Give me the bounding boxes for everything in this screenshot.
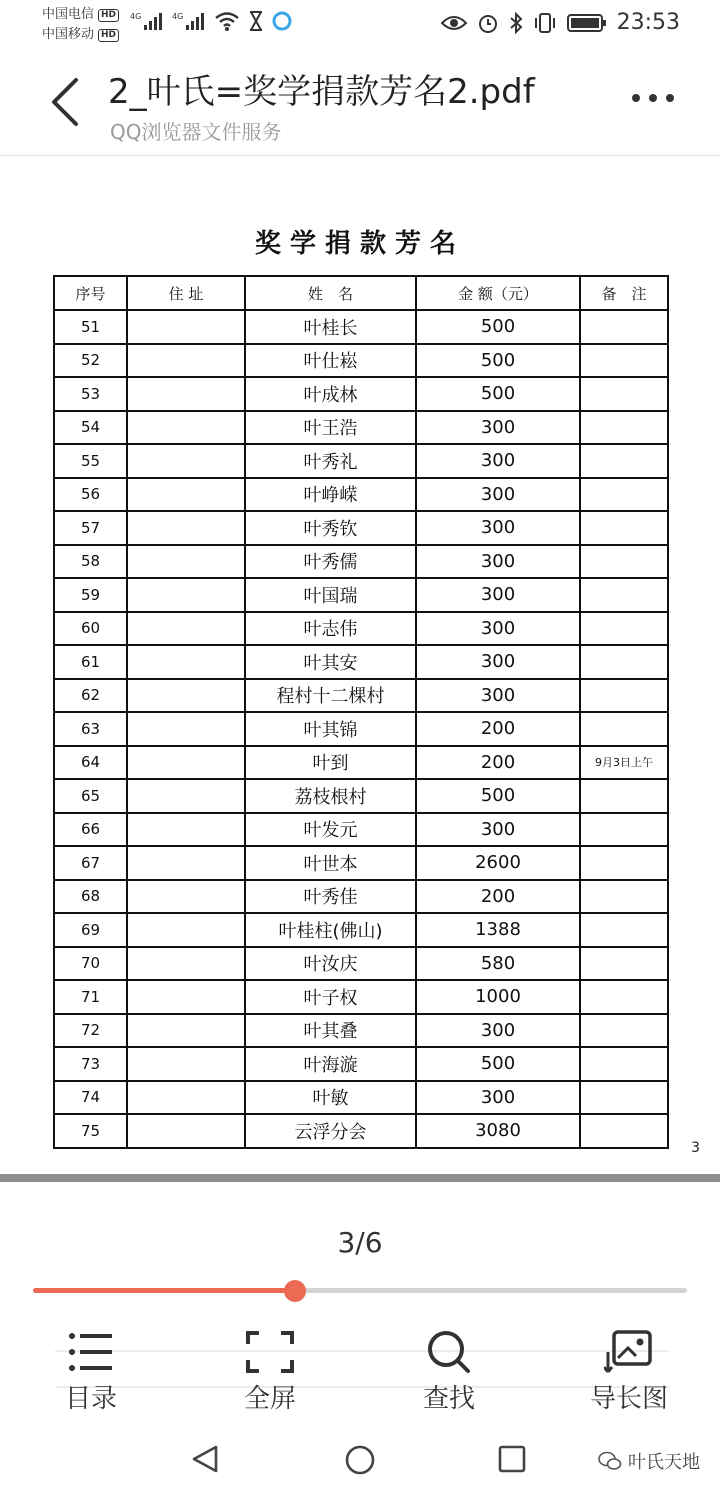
column-header-address: 住 址 [127,276,245,310]
clock: 23:53 [616,10,680,35]
cell-seq: 65 [54,779,127,813]
table-header-row [54,276,668,310]
cell-amount: 500 [416,310,580,344]
cell-note [580,478,668,512]
cell-name: 云浮分会 [245,1114,416,1148]
back-arrow-icon [46,72,86,132]
table-row [54,712,668,746]
cell-name: 叶秀礼 [245,444,416,478]
cell-seq: 51 [54,310,127,344]
cell-amount: 2600 [416,846,580,880]
cell-amount: 300 [416,679,580,713]
cell-seq: 64 [54,746,127,780]
table-row [54,1047,668,1081]
table-row [54,679,668,713]
cell-address [127,411,245,445]
bluetooth-icon [509,12,523,34]
back-button[interactable] [46,72,86,132]
table-row [54,344,668,378]
column-header-amount: 金 额（元） [416,276,580,310]
pdf-page[interactable] [0,157,720,1175]
cell-name: 叶国瑞 [245,578,416,612]
cell-name: 叶子权 [245,980,416,1014]
cell-name: 叶敏 [245,1081,416,1115]
cell-seq: 62 [54,679,127,713]
cell-address [127,612,245,646]
cell-name: 叶成林 [245,377,416,411]
cell-note [580,779,668,813]
cell-address [127,578,245,612]
column-header-name: 姓 名 [245,276,416,310]
column-header-seq: 序号 [54,276,127,310]
cell-amount: 200 [416,712,580,746]
slider-progress [33,1288,295,1293]
cell-address [127,444,245,478]
cell-seq: 54 [54,411,127,445]
eye-icon [441,14,467,32]
cell-note [580,846,668,880]
search-button[interactable] [389,1330,509,1416]
cell-name: 叶汝庆 [245,947,416,981]
cell-seq: 52 [54,344,127,378]
cell-note [580,1014,668,1048]
cell-note [580,612,668,646]
cell-address [127,478,245,512]
cell-amount: 300 [416,1081,580,1115]
column-header-note: 备 注 [580,276,668,310]
table-row [54,478,668,512]
cell-amount: 300 [416,411,580,445]
search-button-label: 查找 [422,1384,475,1414]
status-right [441,10,680,35]
cell-name: 叶秀儒 [245,545,416,579]
table-row [54,545,668,579]
cell-seq: 61 [54,645,127,679]
cell-seq: 73 [54,1047,127,1081]
fullscreen-button-label: 全屏 [243,1384,296,1414]
cell-seq: 59 [54,578,127,612]
carrier-info [42,5,119,45]
hd-badge: HD [98,9,119,22]
page-indicator: 3/6 [337,1226,383,1259]
more-dot-icon [649,94,657,102]
cell-note [580,310,668,344]
table-row [54,1114,668,1148]
table-row [54,310,668,344]
hd-badge-2: HD [98,29,119,42]
table-row [54,913,668,947]
cell-name: 叶秀佳 [245,880,416,914]
cell-address [127,947,245,981]
table-row [54,947,668,981]
cell-amount: 200 [416,746,580,780]
network-type-label: 4G [130,12,142,21]
cell-note [580,1047,668,1081]
cell-seq: 63 [54,712,127,746]
cell-seq: 67 [54,846,127,880]
cell-amount: 300 [416,612,580,646]
cell-address [127,846,245,880]
table-row [54,813,668,847]
watermark [598,1448,700,1474]
cell-amount: 300 [416,1014,580,1048]
cell-address [127,511,245,545]
vibrate-icon [533,12,557,34]
table-row [54,746,668,780]
carrier-2-label: 中国移动 [42,27,95,42]
cell-address [127,679,245,713]
cell-name: 叶其叠 [245,1014,416,1048]
cell-amount: 300 [416,545,580,579]
wifi-icon [214,10,240,32]
table-row [54,846,668,880]
table-row [54,578,668,612]
title-bar [0,50,720,156]
cell-note [580,411,668,445]
alarm-icon [477,12,499,34]
cell-name: 叶到 [245,746,416,780]
cell-name: 叶世本 [245,846,416,880]
cell-note [580,511,668,545]
cell-note [580,578,668,612]
export-long-image-label: 导长图 [589,1384,668,1414]
hourglass-icon [248,11,264,31]
cell-address [127,712,245,746]
cell-note [580,344,668,378]
cell-amount: 500 [416,377,580,411]
cell-seq: 53 [54,377,127,411]
cell-amount: 300 [416,645,580,679]
more-dot-icon [632,94,640,102]
signal-icons [130,10,292,32]
toc-button-label: 目录 [64,1384,117,1414]
more-dot-icon [666,94,674,102]
search-icon [424,1330,474,1374]
nav-recents-icon[interactable] [498,1445,526,1473]
table-row [54,980,668,1014]
cell-seq: 56 [54,478,127,512]
cell-address [127,1047,245,1081]
table-row [54,645,668,679]
cell-seq: 70 [54,947,127,981]
fullscreen-button[interactable] [210,1330,330,1416]
fullscreen-icon [245,1330,295,1374]
table-row [54,377,668,411]
cell-amount: 3080 [416,1114,580,1148]
cell-name: 叶峥嵘 [245,478,416,512]
cell-address [127,645,245,679]
cell-note [580,712,668,746]
cell-seq: 68 [54,880,127,914]
cell-name: 叶志伟 [245,612,416,646]
donation-table [53,275,669,1149]
cell-address [127,880,245,914]
cell-name: 叶海漩 [245,1047,416,1081]
cell-amount: 300 [416,813,580,847]
cell-seq: 66 [54,813,127,847]
table-row [54,612,668,646]
cell-note [580,913,668,947]
cell-amount: 300 [416,444,580,478]
cell-note [580,1081,668,1115]
cell-amount: 1388 [416,913,580,947]
table-row [54,779,668,813]
cell-address [127,545,245,579]
cell-note [580,377,668,411]
cell-note [580,645,668,679]
wechat-icon [598,1451,622,1471]
qq-browser-icon [272,11,292,31]
table-row [54,511,668,545]
status-bar [0,0,720,50]
cell-amount: 500 [416,779,580,813]
cell-address [127,1081,245,1115]
watermark-text: 叶氏天地 [628,1452,700,1473]
cell-amount: 300 [416,511,580,545]
cell-name: 叶王浩 [245,411,416,445]
cell-address [127,1114,245,1148]
cell-seq: 71 [54,980,127,1014]
list-icon [66,1330,116,1374]
cell-name: 叶发元 [245,813,416,847]
table-body [54,310,668,1148]
nav-home-icon[interactable] [344,1444,376,1476]
cell-name: 叶桂长 [245,310,416,344]
slider-thumb[interactable] [284,1280,306,1302]
reader-controls [0,1182,720,1416]
table-row [54,1081,668,1115]
cell-name: 荔枝根村 [245,779,416,813]
cell-seq: 57 [54,511,127,545]
document-heading: 奖学捐款芳名 [254,229,465,259]
table-row [54,444,668,478]
cell-note [580,545,668,579]
cell-name: 叶秀钦 [245,511,416,545]
cell-seq: 58 [54,545,127,579]
cell-amount: 200 [416,880,580,914]
cell-name: 叶仕崧 [245,344,416,378]
cell-note [580,813,668,847]
more-menu-button[interactable] [632,94,680,110]
cell-note [580,1114,668,1148]
svg-text:4G: 4G [172,12,184,21]
cell-address [127,980,245,1014]
cell-name: 叶桂柱(佛山) [245,913,416,947]
cell-address [127,813,245,847]
cell-amount: 1000 [416,980,580,1014]
toc-button[interactable] [31,1330,151,1416]
cell-address [127,746,245,780]
page-divider [0,1174,720,1182]
cell-seq: 75 [54,1114,127,1148]
battery-icon [567,13,607,33]
document-title: 2_叶氏=奖学捐款芳名2.pdf [108,72,535,112]
cell-amount: 500 [416,344,580,378]
signal-icon [130,10,164,32]
export-image-icon [604,1330,654,1374]
cell-address [127,1014,245,1048]
page-slider[interactable] [33,1280,687,1302]
cell-note [580,980,668,1014]
page-number: 3 [691,1140,700,1156]
cell-seq: 60 [54,612,127,646]
cell-address [127,779,245,813]
cell-note [580,679,668,713]
cell-amount: 300 [416,478,580,512]
cell-amount: 300 [416,578,580,612]
cell-address [127,310,245,344]
carrier-1-label: 中国电信 [42,7,95,22]
table-row [54,1014,668,1048]
cell-amount: 580 [416,947,580,981]
cell-amount: 500 [416,1047,580,1081]
cell-address [127,913,245,947]
cell-seq: 55 [54,444,127,478]
export-long-image-button[interactable] [569,1330,689,1416]
cell-seq: 74 [54,1081,127,1115]
cell-name: 程村十二棵村 [245,679,416,713]
cell-note [580,947,668,981]
cell-note [580,444,668,478]
table-row [54,411,668,445]
cell-name: 叶其安 [245,645,416,679]
signal-icon-2 [172,10,206,32]
nav-back-icon[interactable] [190,1444,220,1474]
cell-address [127,377,245,411]
cell-note: 9月3日上午 [580,746,668,780]
cell-seq: 72 [54,1014,127,1048]
cell-name: 叶其锦 [245,712,416,746]
document-source: QQ浏览器文件服务 [110,120,282,144]
table-row [54,880,668,914]
system-nav-bar [0,1416,720,1496]
cell-seq: 69 [54,913,127,947]
cell-note [580,880,668,914]
cell-address [127,344,245,378]
